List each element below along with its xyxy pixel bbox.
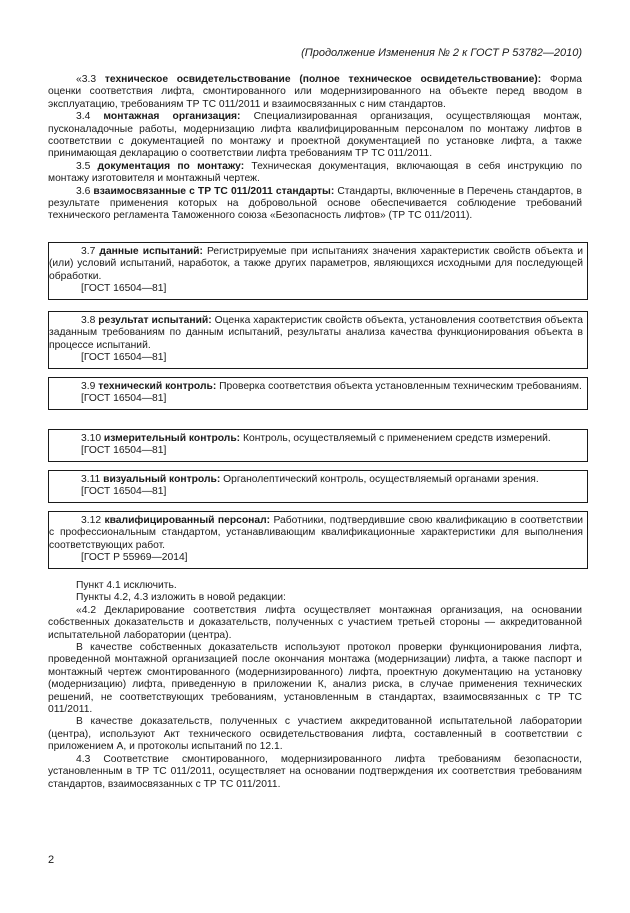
definition-text: Органолептический контроль, осуществляемый органами зрения. xyxy=(220,474,539,485)
paragraph-4-2: «4.2 Декларирование соответствия лифта осуществляет монтажная организация, на основании собственных доказательств и доказательств, полученных с участием третьей стороны — аккредитованной испытательной лаборатории (центра). xyxy=(48,604,582,641)
source-reference: [ГОСТ 16504—81] xyxy=(81,283,167,295)
clause-number: 3.4 xyxy=(76,111,104,123)
clause-number: 3.8 xyxy=(81,315,99,326)
source-reference: [ГОСТ Р 55969—2014] xyxy=(81,552,188,564)
term: документация по монтажу: xyxy=(97,160,245,172)
definition-body xyxy=(49,433,583,445)
clause-number: 3.11 xyxy=(81,474,104,485)
definition-text: Стандарты, включенные в Перечень стандартов, в результате применения которых на добровольной основе обеспечивается соблюдение требований технического регламента Таможенного союза «Безопасность лифтов» (ТР ТС 011/2011). xyxy=(48,185,582,222)
paragraph-new-wording: Пункты 4.2, 4.3 изложить в новой редакции: xyxy=(76,592,286,604)
term: монтажная организация: xyxy=(103,111,241,123)
definition-text: Специализированная организация, осуществляющая монтаж, пусконаладочные работы, модернизацию лифта квалифицированным персоналом по монтажу лифтов в соответствии с документацией по монтажу и проектной документацией по установке лифта, а также принимающая декларацию о соответствии лифта требованиям ТР ТС 011/2011. xyxy=(48,111,582,160)
page-header: (Продолжение Изменения № 2 к ГОСТ Р 53782—2010) xyxy=(301,47,582,59)
definition-text: Регистрируемые при испытаниях значения характеристик свойств объекта и (или) условий испытаний, наработок, а также других параметров, являющихся исходными для последующей обработки. xyxy=(49,246,583,282)
clause-number: 3.5 xyxy=(76,160,98,172)
term: данные испытаний: xyxy=(99,246,203,257)
paragraph-own-evidence: В качестве собственных доказательств используют протокол проверки функционирования лифта, проведенной монтажной организацией после окончания монтажа (модернизации) лифта, а также паспорт и монтажный чертеж смонтированного (модернизированного) лифта, проектную документацию на установку (модернизацию) лифта, приведенную в приложении К, анализ риска, в случае применения технических решений, не соответствующих требованиям, установленным в стандартах, взаимосвязанных с ТР ТС 011/2011. xyxy=(48,642,582,716)
term: технический контроль: xyxy=(98,381,217,392)
boxed-definition-3-11 xyxy=(48,470,588,503)
paragraph-3-3 xyxy=(48,74,582,111)
definition-text: Работники, подтвердившие свою квалификацию в соответствии с профессиональным стандартом, устанавливающим квалификационные характеристики для выполнения соответствующих работ. xyxy=(49,515,583,551)
paragraph-delete-4-1: Пункт 4.1 исключить. xyxy=(76,580,177,591)
clause-number: 3.7 xyxy=(81,246,100,257)
boxed-definition-3-7 xyxy=(48,242,588,300)
term: квалифицированный персонал: xyxy=(104,515,271,526)
boxed-definition-3-8 xyxy=(48,311,588,369)
source-reference: [ГОСТ 16504—81] xyxy=(81,393,167,405)
term: техническое освидетельствование (полное техническое освидетельствование): xyxy=(104,74,542,85)
source-reference: [ГОСТ 16504—81] xyxy=(81,445,167,457)
clause-number: «3.3 xyxy=(76,74,105,85)
term: взаимосвязанные с ТР ТС 011/2011 стандарты: xyxy=(93,185,335,197)
clause-number: 3.6 xyxy=(76,185,94,197)
term: визуальный контроль: xyxy=(103,474,221,485)
definition-text: Проверка соответствия объекта установленным техническим требованиям. xyxy=(216,381,582,392)
definition-body xyxy=(49,246,583,283)
paragraph-4-3: 4.3 Соответствие смонтированного, модернизированного лифта требованиям безопасности, установленным в ТР ТС 011/2011, осуществляет на основании подтверждения их соответствия требованиям стандартов, взаимосвязанных с ТР ТС 011/2011. xyxy=(48,753,582,790)
definition-text: Оценка характеристик свойств объекта, установления соответствия объекта заданным требованиям по данным испытаний, результаты анализа качества функционирования объекта в процессе испытаний. xyxy=(49,315,583,351)
section-4-amendments xyxy=(48,580,582,791)
paragraph-3-5 xyxy=(48,161,582,186)
paragraph-3-4 xyxy=(48,111,582,161)
definition-body xyxy=(49,315,583,352)
definitions-3-3-to-3-6 xyxy=(48,74,582,223)
boxed-definition-3-12 xyxy=(48,511,588,569)
definition-body xyxy=(49,474,583,486)
clause-number: 3.10 xyxy=(81,433,104,444)
clause-number: 3.9 xyxy=(81,381,99,392)
definition-body xyxy=(49,381,583,393)
definition-text: Техническая документация, включающая в себя инструкцию по монтажу изготовителя и монтажный чертеж. xyxy=(48,160,582,185)
paragraph-lab-evidence: В качестве доказательств, полученных с участием аккредитованной испытательной лаборатории (центра), используют Акт технического освидетельствования лифта, составленный в соответствии с приложением А, и протоколы испытаний по 12.1. xyxy=(48,716,582,753)
page-number: 2 xyxy=(48,854,55,866)
term: результат испытаний: xyxy=(98,315,212,326)
term: измерительный контроль: xyxy=(103,433,241,444)
source-reference: [ГОСТ 16504—81] xyxy=(81,486,167,498)
clause-number: 3.12 xyxy=(81,515,105,526)
boxed-definition-3-9 xyxy=(48,377,588,410)
definition-body xyxy=(49,515,583,552)
definition-text: Форма оценки соответствия лифта, смонтированного или модернизированного на объекте перед вводом в эксплуатацию, требованиям ТР ТС 011/2011 и взаимосвязанных с ним стандартов. xyxy=(48,74,583,110)
boxed-definition-3-10 xyxy=(48,429,588,462)
source-reference: [ГОСТ 16504—81] xyxy=(81,352,167,364)
definition-text: Контроль, осуществляемый с применением средств измерений. xyxy=(240,433,551,444)
paragraph-3-6 xyxy=(48,186,582,223)
